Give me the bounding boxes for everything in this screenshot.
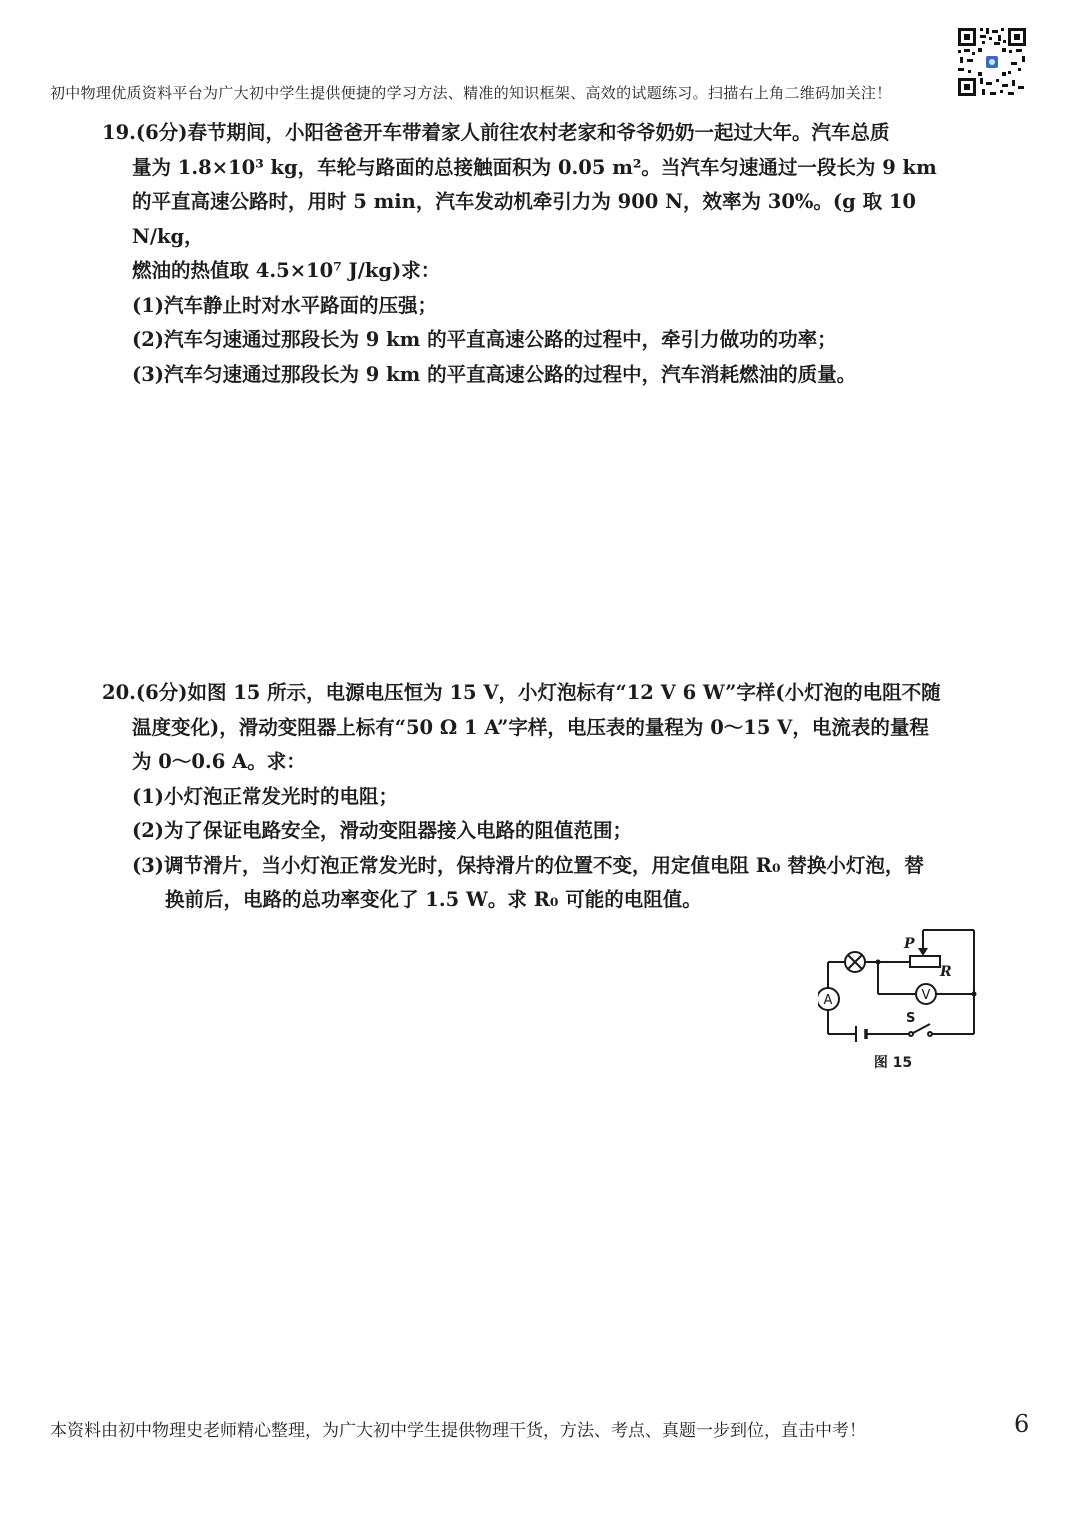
junction-dot xyxy=(876,960,881,965)
q19-line: 量为 1.8×10³ kg，车轮与路面的总接触面积为 0.05 m²。当汽车匀速通过一段长为 9 km xyxy=(132,155,937,179)
q20-sub3-line-b: 换前后，电路的总功率变化了 1.5 W。求 R₀ 可能的电阻值。 xyxy=(165,888,702,911)
switch-label: S xyxy=(906,1011,916,1026)
circuit-diagram xyxy=(818,926,988,1051)
voltmeter-symbol xyxy=(916,984,936,1004)
lamp-symbol xyxy=(845,952,865,972)
q20-sub3-line-a: (3)调节滑片，当小灯泡正常发光时，保持滑片的位置不变，用定值电阻 R₀ 替换小灯泡，替 xyxy=(132,853,924,877)
voltmeter-label: V xyxy=(921,988,931,1003)
slider-arrow-icon xyxy=(918,948,928,956)
q19-line: 燃油的热值取 4.5×10⁷ J/kg)求： xyxy=(132,259,441,282)
q20-line: 为 0～0.6 A。求： xyxy=(132,750,306,773)
q20-sub-question-2: (2)为了保证电路安全，滑动变阻器接入电路的阻值范围； xyxy=(132,819,633,842)
q19-line: 的平直高速公路时，用时 5 min，汽车发动机牵引力为 900 N，效率为 30%。(g 取 10 N/kg， xyxy=(132,190,916,248)
junction-dot xyxy=(972,992,977,997)
ammeter-label: A xyxy=(823,993,833,1008)
figure-caption: 图 15 xyxy=(873,1055,913,1071)
q20-sub-question-1: (1)小灯泡正常发光时的电阻； xyxy=(132,784,399,808)
q19-sub-question-2: (2)汽车匀速通过那段长为 9 km 的平直高速公路的过程中，牵引力做功的功率； xyxy=(132,328,837,351)
header-note: 初中物理优质资料平台为广大初中学生提供便捷的学习方法、精准的知识框架、高效的试题练习。扫描右上角二维码加关注！ xyxy=(50,84,892,102)
q19-sub-question-3: (3)汽车匀速通过那段长为 9 km 的平直高速公路的过程中，汽车消耗燃油的质量。 xyxy=(132,362,857,386)
battery-symbol xyxy=(856,1026,866,1042)
q19-sub-question-1: (1)汽车静止时对水平路面的压强； xyxy=(132,293,438,317)
q20-sub-question-3 xyxy=(102,849,982,918)
qr-code xyxy=(956,26,1028,98)
circuit-figure xyxy=(818,926,988,1076)
question-20 xyxy=(102,676,982,918)
slider-label: P xyxy=(904,936,915,952)
page-number: 6 xyxy=(1014,1410,1030,1438)
q20-line: 温度变化)，滑动变阻器上标有“50 Ω 1 A”字样，电压表的量程为 0～15 V，电流表的量程 xyxy=(132,715,929,739)
question-19 xyxy=(102,116,982,392)
rheostat-symbol xyxy=(910,956,940,967)
footer-note: 本资料由初中物理史老师精心整理，为广大初中学生提供物理干货，方法、考点、真题一步到位，直击中考！ xyxy=(50,1421,866,1441)
q20-line: 20.(6分)如图 15 所示，电源电压恒为 15 V，小灯泡标有“12 V 6 W”字样(小灯泡的电阻不随 xyxy=(102,681,941,704)
q19-line: 19.(6分)春节期间，小阳爸爸开车带着家人前往农村老家和爷爷奶奶一起过大年。汽车总质 xyxy=(102,121,890,144)
ammeter-symbol xyxy=(818,988,839,1010)
rheostat-label: R xyxy=(940,964,952,980)
